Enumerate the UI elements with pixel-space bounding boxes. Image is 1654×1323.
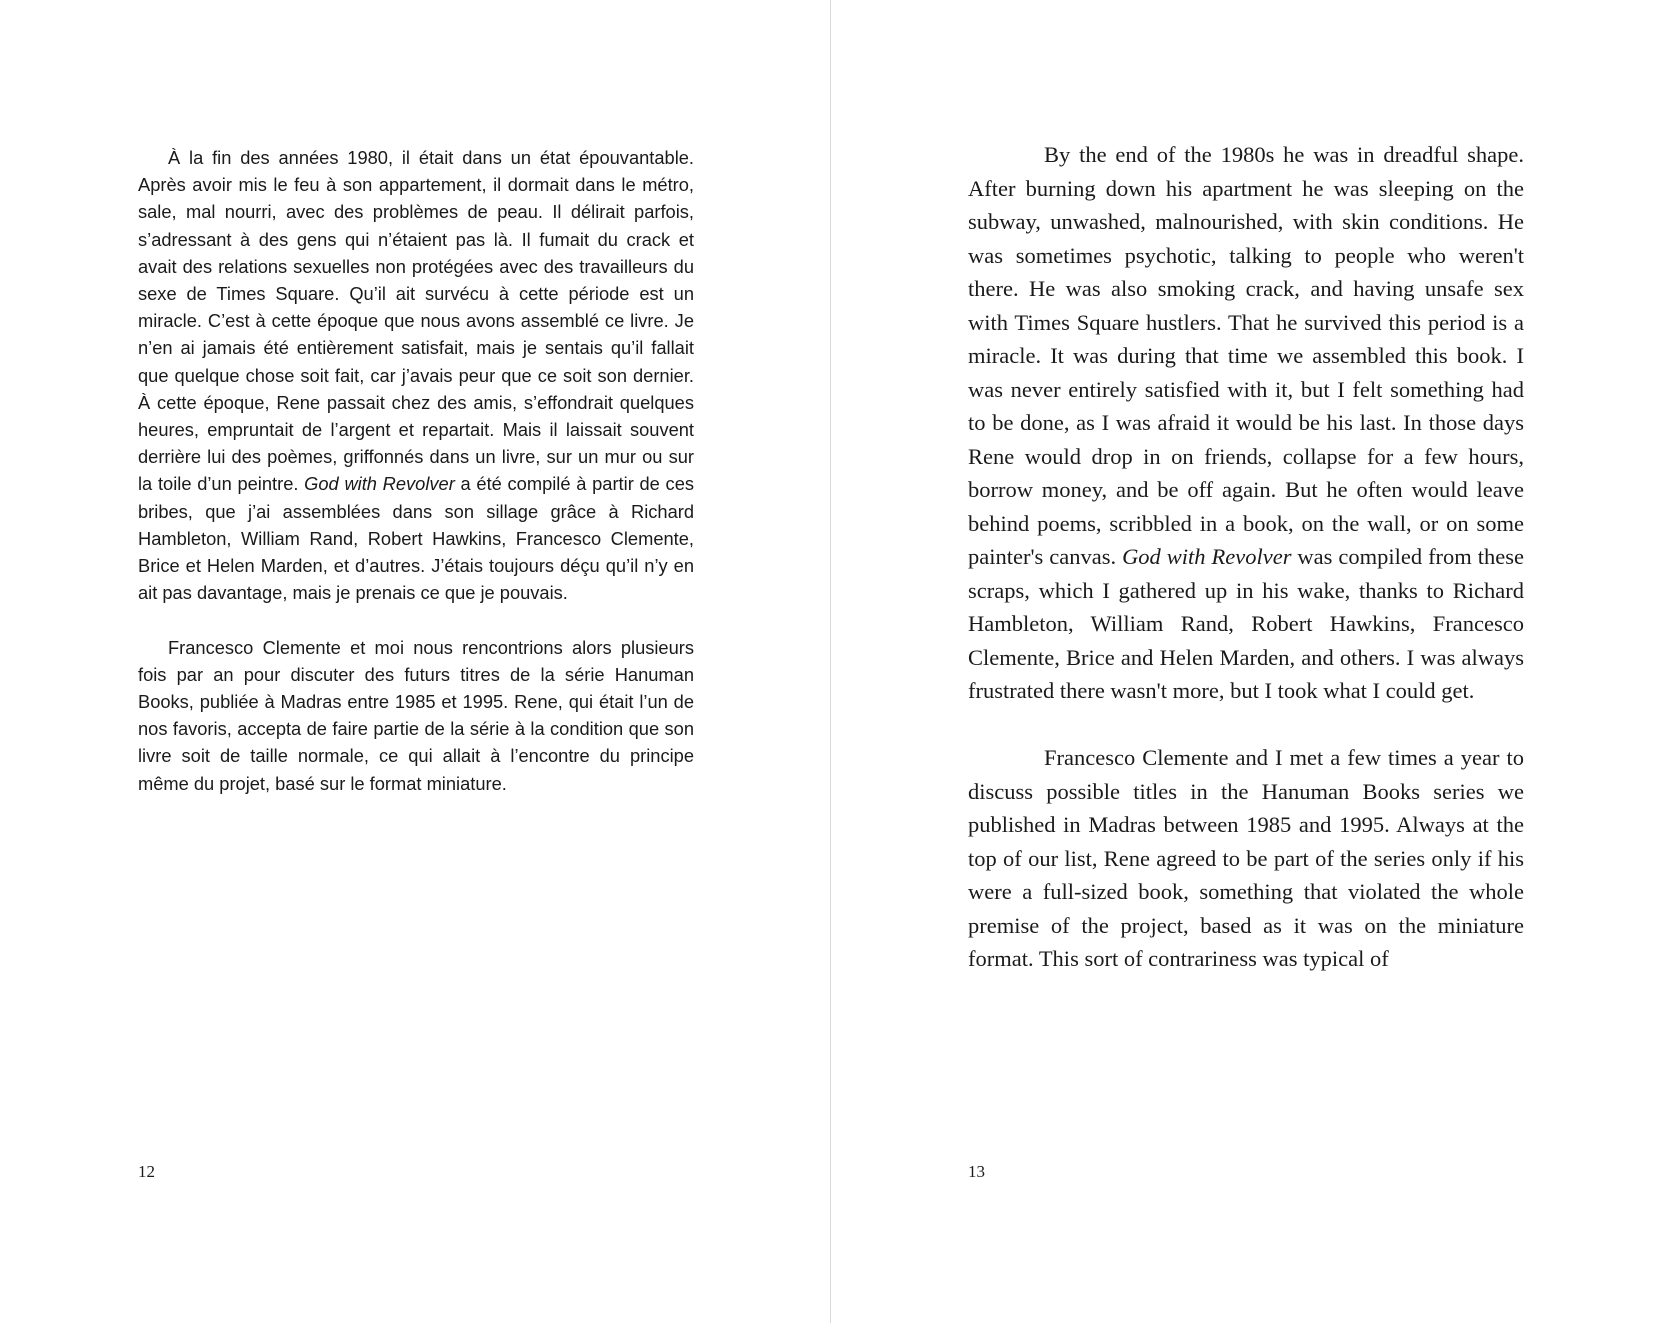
right-paragraph-2 [968, 741, 1524, 976]
left-paragraph-2 [138, 634, 694, 797]
right-page [831, 0, 1654, 1323]
right-paragraph-1 [968, 138, 1524, 708]
right-page-number: 13 [968, 1162, 985, 1181]
left-page-body [138, 144, 694, 797]
right-paragraph-1-text-end: was compiled from these scraps, which I gathered up in his wake, thanks to Richard Hambleton, William Rand, Robert Hawkins, Francesco Clemente, Brice and Helen Marden, and others. I was always frustrated there wasn't more, but I took what I could get. [968, 544, 1524, 703]
right-paragraph-1-text-start: By the end of the 1980s he was in dreadful shape. After burning down his apartment he was sleeping on the subway, unwashed, malnourished, with skin conditions. He was sometimes psychotic, talking to people who weren't there. He was also smoking crack, and having unsafe sex with Times Square hustlers. That he survived this period is a miracle. It was during that time we assembled this book. I was never entirely satisfied with it, but I felt something had to be done, as I was afraid it would be his last. In those days Rene would drop in on friends, collapse for a few hours, borrow money, and be off again. But he often would leave behind poems, scribbled in a book, on the wall, or on some painter's canvas. [968, 142, 1524, 569]
right-paragraph-2-text: Francesco Clemente and I met a few times a year to discuss possible titles in the Hanuman Books series we published in Madras between 1985 and 1995. Always at the top of our list, Rene agreed to be part of the series only if his were a full-sized book, something that violated the whole premise of the project, based as it was on the miniature format. This sort of contrariness was typical of [968, 745, 1524, 971]
left-paragraph-1-book-title: God with Revolver [304, 473, 455, 495]
right-paragraph-1-book-title: God with Revolver [1122, 544, 1292, 569]
right-page-body [968, 138, 1524, 976]
left-paragraph-1-text-start: À la fin des années 1980, il était dans un état épouvantable. Après avoir mis le feu à son appartement, il dormait dans le métro, sale, mal nourri, avec des problèmes de peau. Il délirait parfois, s’adressant à des gens qui n’étaient pas là. Il fumait du crack et avait des relations sexuelles non protégées avec des travailleurs du sexe de Times Square. Qu’il ait survécu à cette période est un miracle. C’est à cette époque que nous avons assemblé ce livre. Je n’en ai jamais été entièrement satisfait, mais je sentais qu’il fallait que quelque chose soit fait, car j’avais peur que ce soit son dernier. À cette époque, Rene passait chez des amis, s’effondrait quelques heures, empruntait de l’argent et repartait. Mais il laissait souvent derrière lui des poèmes, griffonnés dans un livre, sur un mur ou sur la toile d’un peintre. [138, 147, 694, 495]
left-paragraph-2-text: Francesco Clemente et moi nous rencontrions alors plusieurs fois par an pour discuter des futurs titres de la série Hanuman Books, publiée à Madras entre 1985 et 1995. Rene, qui était l’un de nos favoris, accepta de faire partie de la série à la condition que son livre soit de taille normale, ce qui allait à l’encontre du principe même du projet, basé sur le format miniature. [138, 636, 694, 794]
left-paragraph-1-text-end: a été compilé à partir de ces bribes, que j’ai assemblées dans son sillage grâce à Richard Hambleton, William Rand, Robert Hawkins, Francesco Clemente, Brice et Helen Marden, et d’autres. J’étais toujours déçu qu’il n’y en ait pas davantage, mais je prenais ce que je pouvais. [138, 473, 695, 604]
left-paragraph-1 [138, 144, 694, 606]
left-page-number: 12 [138, 1162, 155, 1181]
